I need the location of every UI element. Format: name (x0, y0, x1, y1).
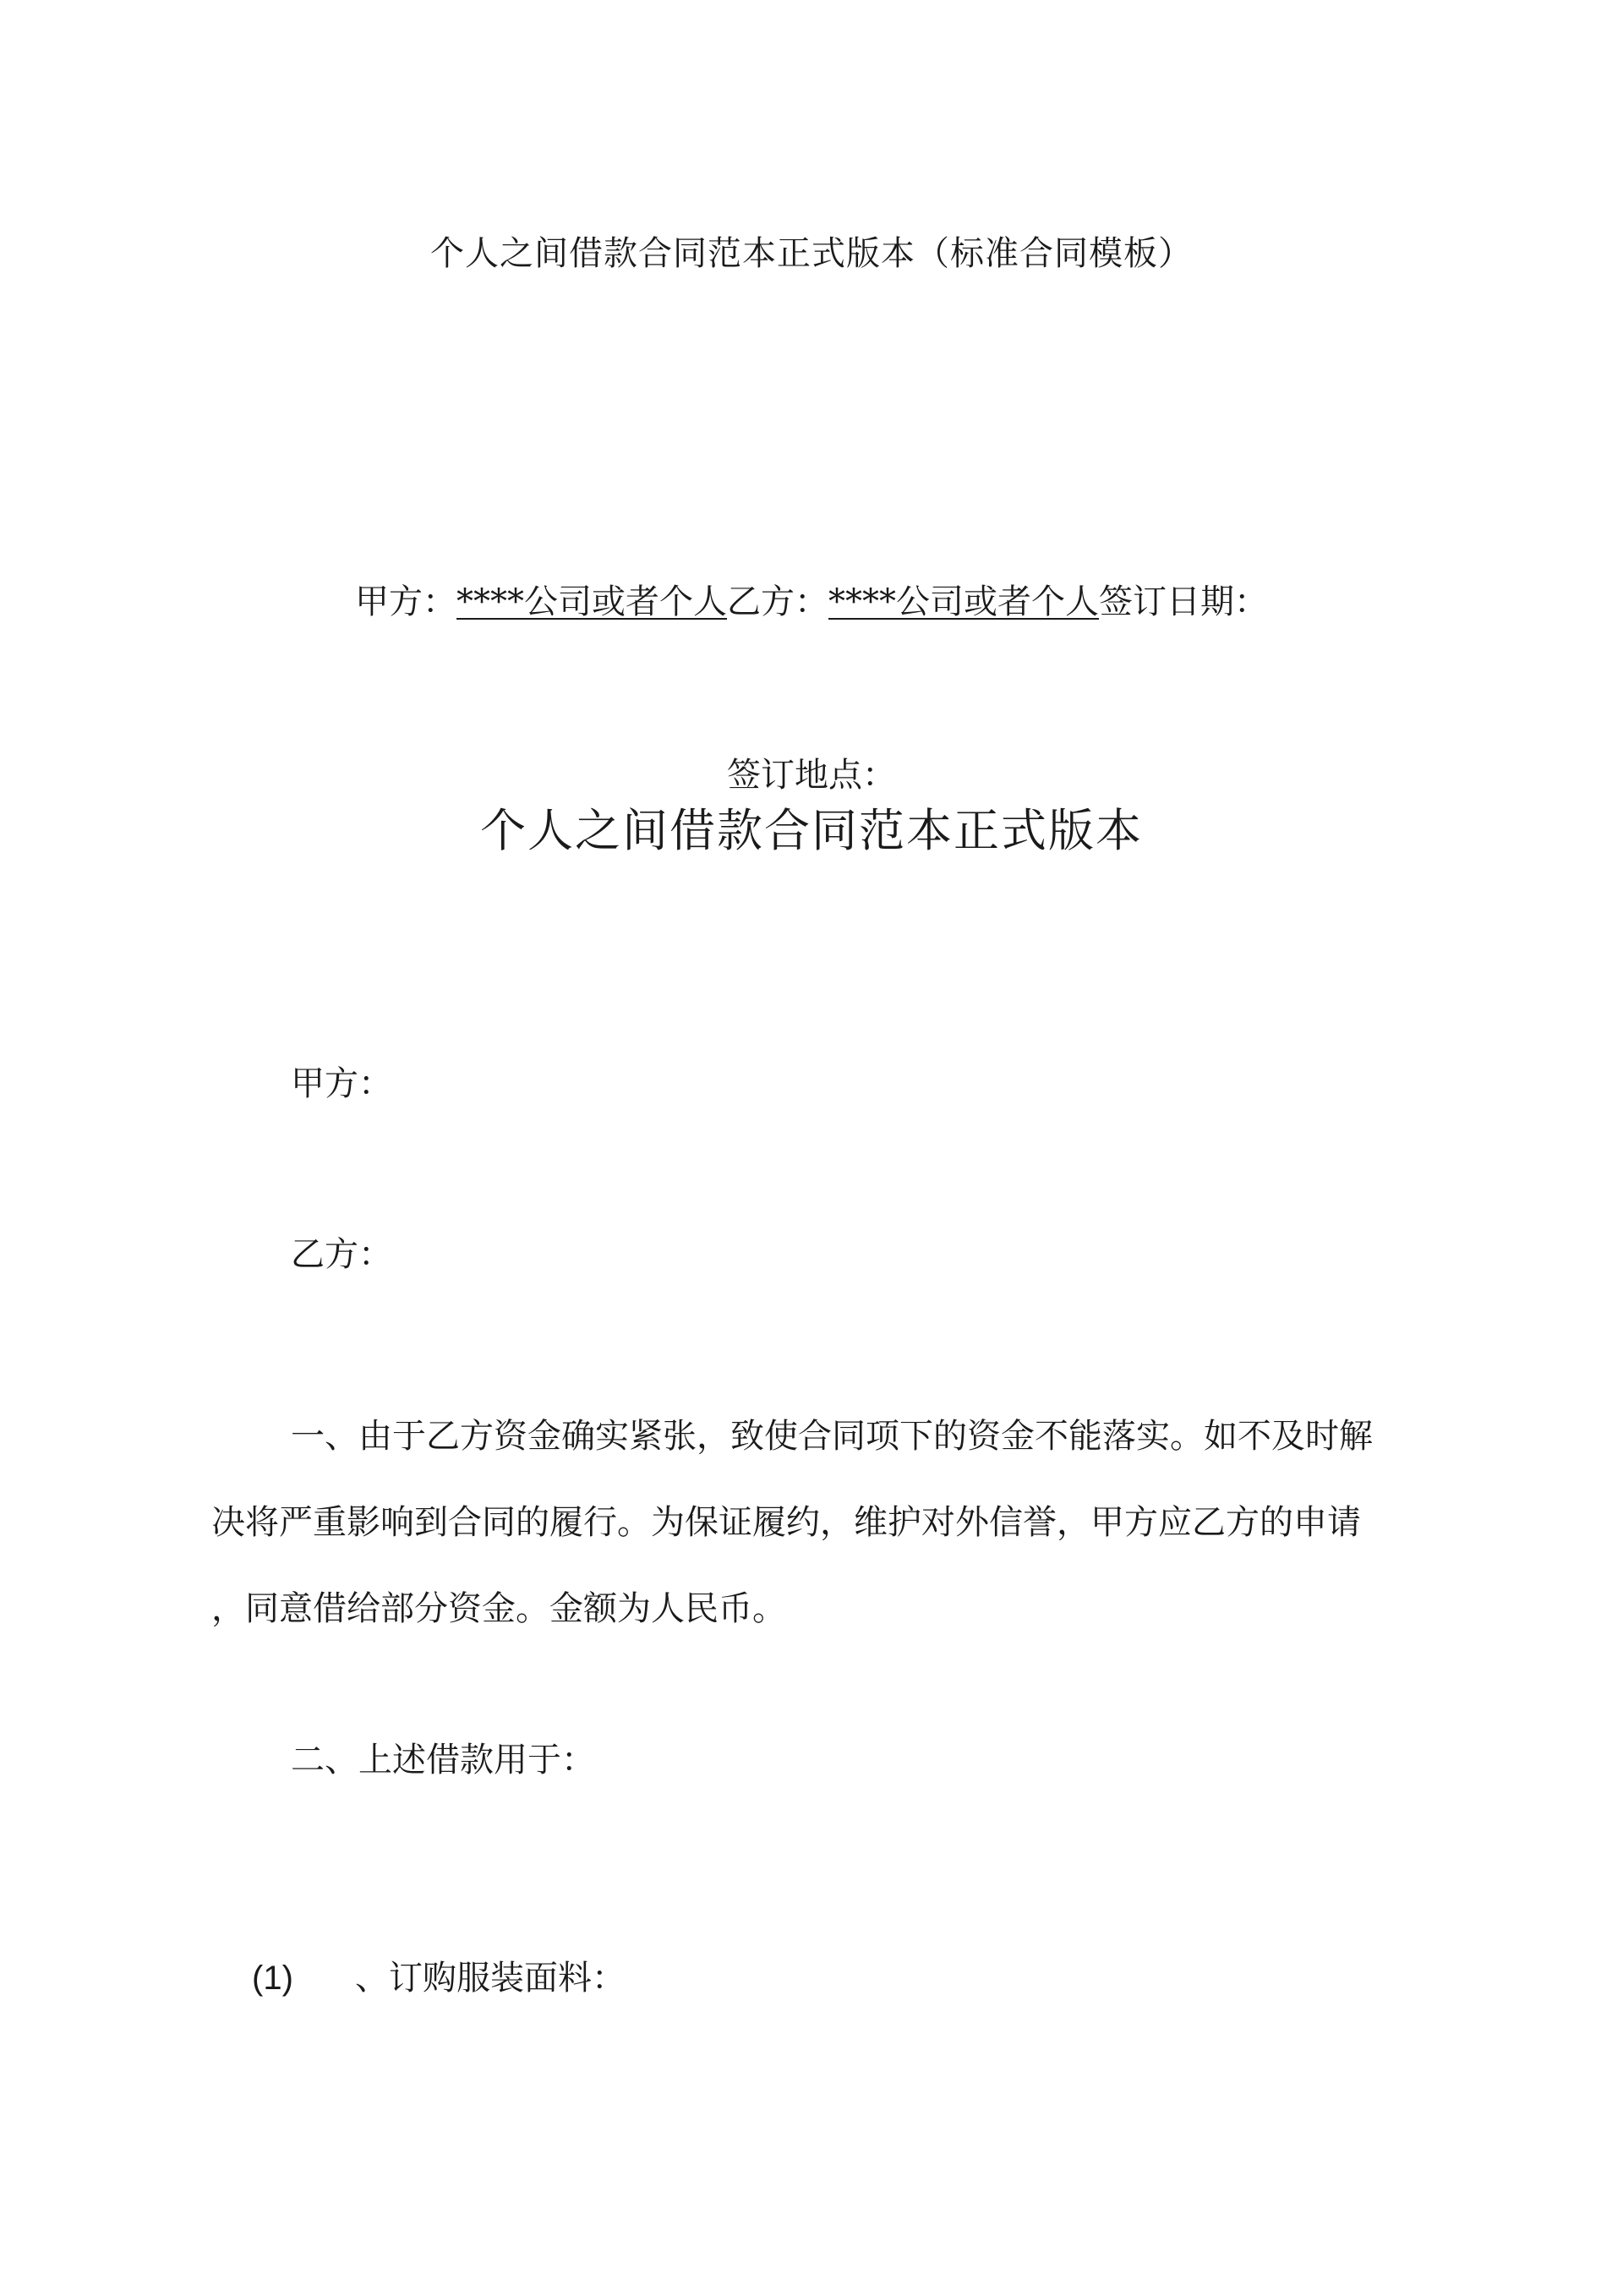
clause-2-item-1 (252, 1951, 626, 1999)
sign-date-label: 签订日期： (1099, 582, 1268, 621)
clause-1 (211, 1393, 1420, 1652)
clause-1-line-3: ，同意借给部分资金。金额为人民币。 (211, 1589, 786, 1628)
cover-title: 个人之间借款合同范本正式版本（标准合同模板） (430, 234, 1193, 273)
parties-line (0, 575, 1623, 623)
party-b-value: ****公司或者个人 (828, 582, 1099, 621)
clause-1-line-1: 一、由于乙方资金确实紧张，致使合同项下的资金不能落实。如不及时解 (291, 1417, 1373, 1456)
party-b-label: 乙方： (727, 582, 828, 621)
clause-1-line-2: 决将严重影响到合同的履行。为保证履约，维护对外信誉，甲方应乙方的申请 (211, 1503, 1361, 1542)
party-a-field: 甲方： (291, 1064, 392, 1103)
party-b-field: 乙方： (291, 1235, 392, 1274)
party-a-value: ****公司或者个人 (456, 582, 727, 621)
item-number: (1) (252, 1960, 293, 1997)
main-title: 个人之间借款合同范本正式版本 (480, 804, 1143, 857)
party-a-label: 甲方： (355, 582, 456, 621)
sign-place-label: 签订地点： (727, 756, 896, 795)
clause-2: 二、上述借款用于： (291, 1741, 595, 1779)
item-text: 、订购服装面料： (355, 1959, 626, 1998)
